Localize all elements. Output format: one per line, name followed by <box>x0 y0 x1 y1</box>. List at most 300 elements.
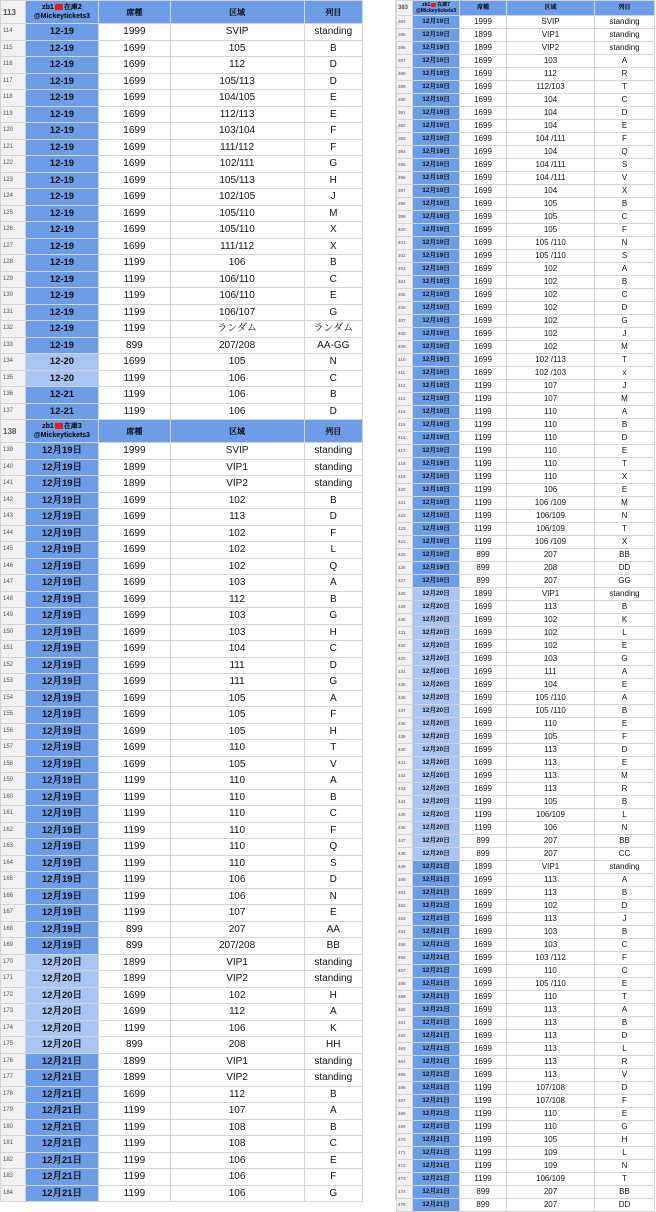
zone-cell: 104 <box>507 107 595 120</box>
zone-cell: 111 <box>170 657 304 674</box>
date-cell: 12月19日 <box>25 509 98 526</box>
table-row <box>397 289 655 302</box>
date-cell: 12月21日 <box>25 1185 98 1202</box>
table-row <box>397 1108 655 1121</box>
price-cell: 1699 <box>99 139 170 156</box>
zone-cell: 110 <box>507 965 595 978</box>
table-row <box>1 789 363 806</box>
zone-cell: 105 /110 <box>507 705 595 718</box>
table-row <box>1 591 363 608</box>
date-cell: 12月19日 <box>25 492 98 509</box>
price-cell: 1699 <box>460 731 507 744</box>
zone-cell: 110 <box>507 445 595 458</box>
price-cell: 1699 <box>99 354 170 371</box>
row-number: 121 <box>1 139 26 156</box>
price-cell: 1699 <box>460 692 507 705</box>
seat-row-cell: B <box>304 789 362 806</box>
table-row <box>1 839 363 856</box>
table-row <box>397 237 655 250</box>
seat-row-cell: BB <box>595 835 655 848</box>
date-cell: 12-19 <box>25 106 98 123</box>
date-cell: 12月21日 <box>413 1121 460 1134</box>
seat-row-cell: DD <box>595 1199 655 1212</box>
date-cell: 12月19日 <box>413 250 460 263</box>
date-cell: 12月19日 <box>413 146 460 159</box>
price-cell: 1899 <box>460 42 507 55</box>
sheet-title-cell <box>25 1 98 24</box>
row-number: 466 <box>397 1082 413 1095</box>
right-sheet-panel <box>396 0 656 1212</box>
seat-row-cell: X <box>595 185 655 198</box>
table-row <box>397 653 655 666</box>
row-number: 391 <box>397 107 413 120</box>
zone-cell: 102 <box>170 525 304 542</box>
zone-cell: 106/109 <box>507 1173 595 1186</box>
price-cell: 1699 <box>460 666 507 679</box>
row-number: 427 <box>397 575 413 588</box>
price-cell: 1699 <box>460 1056 507 1069</box>
price-cell: 1199 <box>460 1134 507 1147</box>
row-number: 396 <box>397 172 413 185</box>
zone-cell: 110 <box>170 839 304 856</box>
table-row <box>1 73 363 90</box>
row-number: 133 <box>1 337 26 354</box>
date-cell: 12月19日 <box>413 484 460 497</box>
zone-cell: VIP1 <box>507 861 595 874</box>
seat-row-cell: N <box>595 1160 655 1173</box>
row-number: 419 <box>397 471 413 484</box>
row-number: 461 <box>397 1017 413 1030</box>
zone-cell: SVIP <box>170 24 304 41</box>
row-number: 159 <box>1 773 26 790</box>
zone-cell: 102 <box>507 614 595 627</box>
zone-cell: 113 <box>507 757 595 770</box>
price-cell: 1199 <box>460 1095 507 1108</box>
price-cell: 1699 <box>460 198 507 211</box>
seat-row-cell: T <box>304 740 362 757</box>
date-cell: 12月21日 <box>413 1043 460 1056</box>
seat-row-cell: D <box>304 657 362 674</box>
price-cell: 1899 <box>99 1070 170 1087</box>
zone-cell: 106 <box>170 1169 304 1186</box>
price-cell: 1199 <box>99 1136 170 1153</box>
row-number: 384 <box>397 16 413 29</box>
date-cell: 12-19 <box>25 304 98 321</box>
date-cell: 12-19 <box>25 321 98 338</box>
seat-row-cell: A <box>595 406 655 419</box>
price-cell: 1699 <box>99 90 170 107</box>
date-cell: 12月19日 <box>413 393 460 406</box>
price-cell: 1699 <box>460 250 507 263</box>
table-row <box>397 692 655 705</box>
seat-row-cell: G <box>304 304 362 321</box>
table-row <box>397 913 655 926</box>
date-cell: 12月21日 <box>413 1134 460 1147</box>
zone-cell: 102 <box>507 900 595 913</box>
sheet-handle: @Mickeytickets3 <box>33 432 91 439</box>
seat-row-cell: BB <box>595 549 655 562</box>
row-number: 465 <box>397 1069 413 1082</box>
table-row <box>397 588 655 601</box>
seat-row-cell: V <box>304 756 362 773</box>
seat-row-cell: B <box>595 601 655 614</box>
price-cell: 1699 <box>460 952 507 965</box>
table-row <box>1 370 363 387</box>
price-cell: 1199 <box>99 304 170 321</box>
seat-row-cell: F <box>304 525 362 542</box>
row-number: 469 <box>397 1121 413 1134</box>
date-cell: 12-19 <box>25 57 98 74</box>
table-row <box>1 1169 363 1186</box>
zone-cell: 106 <box>170 255 304 272</box>
zone-cell: 207 <box>507 575 595 588</box>
zone-cell: 107 <box>507 380 595 393</box>
date-cell: 12月21日 <box>413 1082 460 1095</box>
price-cell: 1199 <box>99 872 170 889</box>
zone-cell: 113 <box>507 1043 595 1056</box>
date-cell: 12月19日 <box>25 707 98 724</box>
row-number: 181 <box>1 1136 26 1153</box>
seat-row-cell: X <box>304 238 362 255</box>
price-cell: 1199 <box>460 1147 507 1160</box>
date-cell: 12-19 <box>25 139 98 156</box>
row-number: 141 <box>1 476 26 493</box>
zone-cell: 104 <box>507 120 595 133</box>
table-row <box>397 744 655 757</box>
zone-cell: 110 <box>507 432 595 445</box>
table-row <box>1 238 363 255</box>
zone-cell: 110 <box>507 718 595 731</box>
price-cell: 1199 <box>99 855 170 872</box>
price-cell: 1199 <box>460 1121 507 1134</box>
table-row <box>397 315 655 328</box>
date-cell: 12月20日 <box>25 987 98 1004</box>
table-row <box>397 1030 655 1043</box>
row-number: 421 <box>397 497 413 510</box>
zone-cell: 109 <box>507 1160 595 1173</box>
price-cell: 1199 <box>460 406 507 419</box>
price-cell: 1699 <box>460 913 507 926</box>
table-row <box>397 731 655 744</box>
zone-cell: 109 <box>507 1147 595 1160</box>
zone-cell: 110 <box>170 806 304 823</box>
table-row <box>1 1037 363 1054</box>
date-cell: 12月19日 <box>413 185 460 198</box>
zone-cell: 208 <box>170 1037 304 1054</box>
row-number: 154 <box>1 690 26 707</box>
date-cell: 12月21日 <box>413 991 460 1004</box>
table-row <box>397 1160 655 1173</box>
date-cell: 12月19日 <box>413 289 460 302</box>
row-number: 114 <box>1 24 26 41</box>
table-row <box>1 106 363 123</box>
date-cell: 12月19日 <box>413 263 460 276</box>
zone-cell: 102/105 <box>170 189 304 206</box>
price-cell: 1699 <box>460 185 507 198</box>
price-cell: 1699 <box>460 68 507 81</box>
left-table-body <box>1 1 363 1202</box>
row-number: 178 <box>1 1086 26 1103</box>
table-row <box>1 57 363 74</box>
price-cell: 899 <box>99 1037 170 1054</box>
zone-cell: 106 <box>170 370 304 387</box>
row-number: 124 <box>1 189 26 206</box>
zone-cell: 112 <box>507 68 595 81</box>
price-cell: 1999 <box>99 24 170 41</box>
price-cell: 1699 <box>460 354 507 367</box>
row-number: 126 <box>1 222 26 239</box>
price-cell: 1199 <box>99 806 170 823</box>
table-row <box>397 172 655 185</box>
row-number: 410 <box>397 354 413 367</box>
price-cell: 1699 <box>99 641 170 658</box>
zone-cell: 107 <box>507 393 595 406</box>
seat-row-cell: A <box>595 692 655 705</box>
seat-row-cell: A <box>304 1004 362 1021</box>
row-number: 425 <box>397 549 413 562</box>
seat-row-cell: L <box>595 809 655 822</box>
price-cell: 1699 <box>460 120 507 133</box>
price-cell: 1699 <box>460 965 507 978</box>
price-cell: 1699 <box>99 509 170 526</box>
row-number: 389 <box>397 81 413 94</box>
row-number: 136 <box>1 387 26 404</box>
seat-row-cell: M <box>595 497 655 510</box>
zone-cell: 104/105 <box>170 90 304 107</box>
table-row <box>1 476 363 493</box>
row-number: 398 <box>397 198 413 211</box>
date-cell: 12月21日 <box>25 1103 98 1120</box>
seat-row-cell: J <box>595 913 655 926</box>
row-number: 467 <box>397 1095 413 1108</box>
table-row <box>1 288 363 305</box>
price-cell: 1699 <box>99 674 170 691</box>
table-row <box>1 1004 363 1021</box>
date-cell: 12-20 <box>25 354 98 371</box>
row-number: 168 <box>1 921 26 938</box>
price-cell: 1199 <box>99 888 170 905</box>
zone-cell: 102 /113 <box>507 354 595 367</box>
zone-cell: 111 <box>507 666 595 679</box>
table-row <box>1 1086 363 1103</box>
date-cell: 12月19日 <box>25 822 98 839</box>
zone-cell: 113 <box>507 601 595 614</box>
table-row <box>1 459 363 476</box>
seat-row-cell: B <box>595 796 655 809</box>
column-header-zone: 区域 <box>170 1 304 24</box>
zone-cell: 105/113 <box>170 73 304 90</box>
seat-row-cell: V <box>595 172 655 185</box>
price-cell: 1699 <box>460 55 507 68</box>
zone-cell: 107/108 <box>507 1082 595 1095</box>
date-cell: 12月19日 <box>413 406 460 419</box>
date-cell: 12月19日 <box>25 839 98 856</box>
zone-cell: 106 <box>170 1020 304 1037</box>
price-cell: 1699 <box>460 1017 507 1030</box>
seat-row-cell: standing <box>304 24 362 41</box>
table-row <box>397 1043 655 1056</box>
seat-row-cell: M <box>595 393 655 406</box>
date-cell: 12月19日 <box>413 497 460 510</box>
table-row <box>1 624 363 641</box>
row-number: 397 <box>397 185 413 198</box>
date-cell: 12月19日 <box>413 562 460 575</box>
zone-cell: 113 <box>507 1056 595 1069</box>
zone-cell: 104 <box>507 185 595 198</box>
zone-cell: 104 /111 <box>507 133 595 146</box>
zone-cell: 111 <box>170 674 304 691</box>
row-number: 464 <box>397 1056 413 1069</box>
seat-row-cell: A <box>304 1103 362 1120</box>
seat-row-cell: F <box>304 822 362 839</box>
row-number: 117 <box>1 73 26 90</box>
table-row <box>397 263 655 276</box>
date-cell: 12月20日 <box>413 809 460 822</box>
zone-cell: 208 <box>507 562 595 575</box>
row-number: 120 <box>1 123 26 140</box>
table-row <box>397 68 655 81</box>
row-number: 435 <box>397 679 413 692</box>
table-row <box>1 938 363 955</box>
seat-row-cell: E <box>304 1152 362 1169</box>
zone-cell: 102 <box>507 328 595 341</box>
date-cell: 12月20日 <box>413 653 460 666</box>
table-row <box>1 558 363 575</box>
zone-cell: 105/110 <box>170 222 304 239</box>
row-number: 152 <box>1 657 26 674</box>
zone-cell: 106/107 <box>170 304 304 321</box>
table-row <box>397 120 655 133</box>
seat-row-cell: R <box>595 1056 655 1069</box>
price-cell: 1899 <box>460 29 507 42</box>
zone-cell: SVIP <box>170 443 304 460</box>
date-cell: 12月21日 <box>25 1119 98 1136</box>
price-cell: 1899 <box>99 971 170 988</box>
header-row <box>1 1 363 24</box>
table-row <box>397 250 655 263</box>
date-cell: 12月19日 <box>413 42 460 55</box>
price-cell: 1199 <box>99 403 170 420</box>
table-row <box>1 139 363 156</box>
date-cell: 12月19日 <box>413 523 460 536</box>
seat-row-cell: BB <box>304 938 362 955</box>
zone-cell: 105 <box>507 1134 595 1147</box>
zone-cell: 103 <box>170 575 304 592</box>
seat-row-cell: B <box>595 419 655 432</box>
zone-cell: 105 <box>507 198 595 211</box>
price-cell: 1699 <box>460 874 507 887</box>
sheet-title-cell <box>413 1 460 16</box>
zone-cell: 104 <box>507 146 595 159</box>
zone-cell: 110 <box>170 822 304 839</box>
row-number: 439 <box>397 731 413 744</box>
date-cell: 12月19日 <box>25 641 98 658</box>
date-cell: 12月19日 <box>25 459 98 476</box>
price-cell: 1699 <box>99 624 170 641</box>
zone-cell: 106 <box>170 403 304 420</box>
table-row <box>397 354 655 367</box>
price-cell: 899 <box>460 549 507 562</box>
seat-row-cell: H <box>304 172 362 189</box>
zone-cell: 105 <box>507 796 595 809</box>
table-row <box>397 965 655 978</box>
table-row <box>397 107 655 120</box>
seat-row-cell: C <box>304 370 362 387</box>
date-cell: 12月19日 <box>413 159 460 172</box>
row-number: 408 <box>397 328 413 341</box>
seat-row-cell: E <box>595 120 655 133</box>
seat-row-cell: standing <box>304 954 362 971</box>
date-cell: 12月21日 <box>413 978 460 991</box>
seat-row-cell: C <box>595 94 655 107</box>
price-cell: 1699 <box>460 900 507 913</box>
zone-cell: 102 <box>170 558 304 575</box>
seat-row-cell: X <box>595 536 655 549</box>
table-row <box>1 905 363 922</box>
date-cell: 12月19日 <box>413 302 460 315</box>
table-row <box>1 822 363 839</box>
date-cell: 12月21日 <box>25 1053 98 1070</box>
table-row <box>397 523 655 536</box>
row-number: 415 <box>397 419 413 432</box>
date-cell: 12月21日 <box>413 913 460 926</box>
price-cell: 1699 <box>460 211 507 224</box>
zone-cell: 207/208 <box>170 938 304 955</box>
row-number: 175 <box>1 1037 26 1054</box>
date-cell: 12月19日 <box>25 756 98 773</box>
price-cell: 1899 <box>460 861 507 874</box>
date-cell: 12月20日 <box>413 679 460 692</box>
table-row <box>1 921 363 938</box>
price-cell: 1699 <box>460 367 507 380</box>
table-row <box>397 1056 655 1069</box>
date-cell: 12-19 <box>25 156 98 173</box>
price-cell: 1699 <box>99 156 170 173</box>
seat-row-cell: A <box>595 263 655 276</box>
seat-row-cell: K <box>595 614 655 627</box>
price-cell: 899 <box>460 835 507 848</box>
row-number: 385 <box>397 29 413 42</box>
table-row <box>397 42 655 55</box>
price-cell: 1699 <box>460 978 507 991</box>
row-number: 460 <box>397 1004 413 1017</box>
zone-cell: 104 <box>507 94 595 107</box>
row-number: 430 <box>397 614 413 627</box>
column-header-price: 席種 <box>99 1 170 24</box>
table-row <box>1 40 363 57</box>
seat-row-cell: J <box>304 189 362 206</box>
zone-cell: 207 <box>507 1186 595 1199</box>
seat-row-cell: N <box>304 354 362 371</box>
table-row <box>397 419 655 432</box>
seat-row-cell: G <box>595 1121 655 1134</box>
zone-cell: VIP1 <box>170 459 304 476</box>
zone-cell: 113 <box>507 887 595 900</box>
table-row <box>397 679 655 692</box>
zone-cell: 105 <box>170 723 304 740</box>
table-row <box>1 575 363 592</box>
row-number: 411 <box>397 367 413 380</box>
table-row <box>397 276 655 289</box>
right-inventory-table <box>396 0 655 1212</box>
table-row <box>397 770 655 783</box>
row-number: 128 <box>1 255 26 272</box>
column-header-zone: 区域 <box>507 1 595 16</box>
row-number: 170 <box>1 954 26 971</box>
zone-cell: 106/109 <box>507 809 595 822</box>
zone-cell: 113 <box>507 770 595 783</box>
seat-row-cell: T <box>595 81 655 94</box>
